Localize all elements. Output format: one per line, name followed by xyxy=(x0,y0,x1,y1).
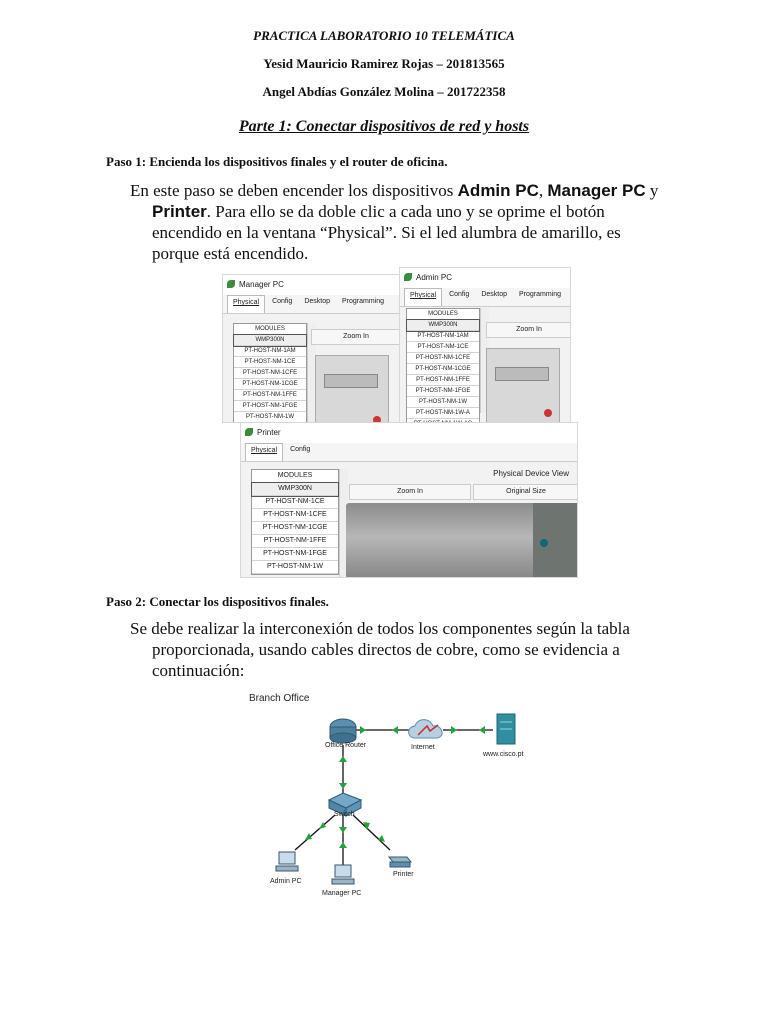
module-list-item[interactable]: PT-HOST-NM-1FFE xyxy=(252,535,338,548)
module-list-item[interactable]: PT-HOST-NM-1FGE xyxy=(407,386,479,397)
manager-pc-label: Manager PC xyxy=(322,890,362,897)
document-title: PRACTICA LABORATORIO 10 TELEMÁTICA xyxy=(253,28,515,43)
module-list-item[interactable]: PT-HOST-NM-1CGE xyxy=(252,522,338,535)
power-button[interactable] xyxy=(544,409,552,417)
app-icon xyxy=(227,280,235,288)
module-list xyxy=(233,323,307,423)
link-status-icon xyxy=(451,726,457,734)
module-list-item[interactable]: PT-HOST-NM-1FGE xyxy=(252,548,338,561)
printer-control-panel xyxy=(533,503,577,578)
original-size-button[interactable]: Original Size xyxy=(473,484,578,500)
printer-icon xyxy=(389,857,411,867)
module-list-item[interactable]: MODULES xyxy=(407,309,479,320)
link-status-icon xyxy=(339,827,347,833)
tab-bar xyxy=(223,295,400,314)
module-list-item[interactable]: PT-HOST-NM-1CFE xyxy=(407,353,479,364)
drive-bay xyxy=(324,374,378,388)
tab-physical[interactable]: Physical xyxy=(404,288,442,306)
manager-pc-window xyxy=(222,274,401,423)
step-2-paragraph: Se debe realizar la interconexión de todos los componentes según la tabla proporcionada, usando cables directos de cobre, como se evidencia a continuación: xyxy=(130,619,630,680)
app-icon xyxy=(404,273,412,281)
admin-pc-window xyxy=(399,267,571,423)
tab-desktop[interactable]: Desktop xyxy=(481,291,507,298)
module-list-item[interactable]: WMP300N xyxy=(234,335,306,346)
zoom-in-button[interactable]: Zoom In xyxy=(311,329,401,345)
tab-physical[interactable]: Physical xyxy=(245,443,283,461)
branch-office-label: Branch Office xyxy=(249,693,310,704)
link-status-icon xyxy=(360,726,366,734)
module-list-item[interactable]: PT-HOST-NM-1W xyxy=(407,397,479,408)
module-list xyxy=(406,308,480,423)
link-status-icon xyxy=(378,835,385,842)
window-titlebar: Printer xyxy=(241,423,577,443)
module-list-item[interactable]: PT-HOST-NM-1AM xyxy=(234,346,306,357)
printer-name: Printer xyxy=(152,202,207,221)
module-list-item[interactable]: PT-HOST-NM-1CFE xyxy=(252,509,338,522)
tab-bar xyxy=(400,288,570,307)
module-list-item[interactable]: PT-HOST-NM-1CFE xyxy=(234,368,306,379)
manager-pc-icon xyxy=(332,865,354,884)
admin-pc-label: Admin PC xyxy=(270,878,302,885)
printer-label: Printer xyxy=(393,871,414,878)
module-list-item[interactable]: PT-HOST-NM-1W xyxy=(252,561,338,574)
module-list-item[interactable]: PT-HOST-NM-1CE xyxy=(407,342,479,353)
switch-admin-cable xyxy=(295,815,335,850)
office-router-label: Office Router xyxy=(325,742,367,749)
module-list-item[interactable]: PT-HOST-NM-1W xyxy=(234,412,306,423)
module-list-item[interactable]: WMP300N xyxy=(407,320,479,331)
module-list-item[interactable]: WMP300N xyxy=(252,483,338,496)
server-icon xyxy=(497,714,515,744)
pc-tower-image xyxy=(315,355,389,423)
module-list-item[interactable]: MODULES xyxy=(234,324,306,335)
tab-config[interactable]: Config xyxy=(290,446,311,453)
router-icon xyxy=(330,719,356,743)
link-status-icon xyxy=(339,842,347,848)
module-list-item[interactable]: MODULES xyxy=(252,470,338,483)
tab-physical[interactable]: Physical xyxy=(227,295,265,313)
module-list xyxy=(251,469,339,575)
module-list-item[interactable]: PT-HOST-NM-1FFE xyxy=(234,390,306,401)
module-list-item[interactable]: PT-HOST-NM-1CGE xyxy=(407,364,479,375)
module-list-item[interactable]: PT-HOST-NM-1FGE xyxy=(234,401,306,412)
link-status-icon xyxy=(339,783,347,789)
step-1-title: Paso 1: Encienda los dispositivos finales y el router de oficina. xyxy=(106,154,448,169)
server-label: www.cisco.pt xyxy=(483,751,524,758)
step-2-title: Paso 2: Conectar los dispositivos finales. xyxy=(106,594,329,609)
module-list-item[interactable]: PT-HOST-NM-1CGE xyxy=(234,379,306,390)
admin-pc-name: Admin PC xyxy=(457,181,539,200)
link-status-icon xyxy=(339,756,347,762)
admin-pc-icon xyxy=(276,852,298,871)
module-list-item[interactable]: PT-HOST-NM-1W-A xyxy=(407,408,479,419)
printer-window xyxy=(240,422,578,578)
tab-programming[interactable]: Programming xyxy=(342,298,385,305)
tab-programming[interactable]: Programming xyxy=(519,291,562,298)
switch-printer-cable xyxy=(353,815,390,850)
zoom-in-button[interactable]: Zoom In xyxy=(349,484,471,500)
drive-bay xyxy=(495,367,549,381)
module-list-item[interactable]: PT-HOST-NM-1CE xyxy=(234,357,306,368)
author-line-1: Yesid Mauricio Ramirez Rojas – 201813565 xyxy=(263,56,505,71)
internet-label: Internet xyxy=(411,744,435,751)
physical-view-label: Physical Device View xyxy=(493,469,569,478)
tab-bar xyxy=(241,443,577,462)
switch-label: Switch xyxy=(334,811,355,818)
tab-desktop[interactable]: Desktop xyxy=(304,298,330,305)
manager-pc-name: Manager PC xyxy=(547,181,646,200)
internet-cloud-icon xyxy=(409,720,442,738)
step-1-paragraph: En este paso se deben encender los dispositivos Admin PC, Manager PC y Printer. Para ello se da doble clic a cada uno y se oprime el botón encendido en la ventana “Physical”. Si el led alumbra de amarillo, es porque está encendido. xyxy=(130,181,659,263)
zoom-in-button[interactable]: Zoom In xyxy=(486,322,571,338)
window-titlebar: Admin PC xyxy=(400,268,570,288)
module-list-item[interactable]: PT-HOST-NM-1CE xyxy=(252,496,338,509)
link-status-icon xyxy=(392,726,398,734)
module-list-item[interactable]: PT-HOST-NM-1AM xyxy=(407,331,479,342)
tab-config[interactable]: Config xyxy=(272,298,293,305)
app-icon xyxy=(245,428,253,436)
window-titlebar: Manager PC xyxy=(223,275,400,295)
module-list-item[interactable]: PT-HOST-NM-1FFE xyxy=(407,375,479,386)
network-diagram xyxy=(245,690,545,910)
pc-tower-image xyxy=(486,348,560,423)
part-heading: Parte 1: Conectar dispositivos de red y hosts xyxy=(238,118,530,135)
author-line-2: Angel Abdías González Molina – 201722358 xyxy=(262,84,506,99)
tab-config[interactable]: Config xyxy=(449,291,470,298)
printer-power-button[interactable] xyxy=(540,539,548,547)
link-status-icon xyxy=(479,726,485,734)
